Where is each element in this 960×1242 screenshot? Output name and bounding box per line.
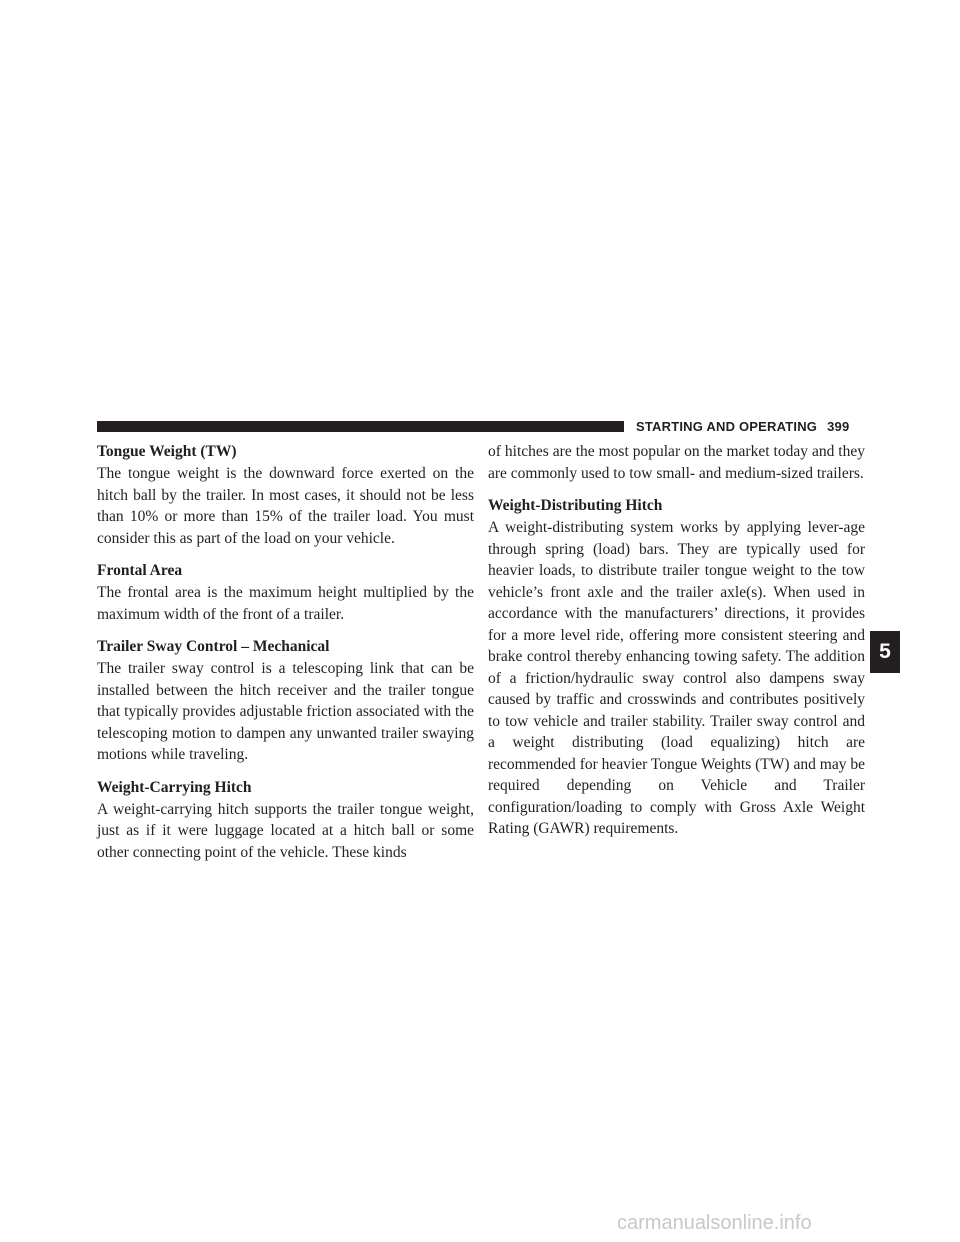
section-body: The trailer sway control is a telescoping link that can be installed between the hitch receiver and the trailer tongue that typically provides adjustable friction associated with the telescoping motion to dampen any unwanted trailer swaying motions while traveling. <box>97 660 474 763</box>
section-frontal-area <box>97 560 474 625</box>
section-heading: Frontal Area <box>97 562 183 579</box>
section-continuation <box>488 441 865 484</box>
section-body: A weight-distributing system works by applying lever-age through spring (load) bars. They are typically used for heavier loads, to distribute trailer tongue weight to the tow vehicle’s front axle and the trailer axle(s). When used in accordance with the manufacturers’ directions, it provides for a more level ride, offering more consistent steering and brake control thereby enhancing towing safety. The addition of a friction/hydraulic sway control also dampens sway caused by traffic and crosswinds and contributes positively to tow vehicle and trailer stability. Trailer sway control and a weight distributing (load equalizing) hitch are recommended for heavier Tongue Weights (TW) and may be required depending on Vehicle and Trailer configuration/loading to comply with Gross Axle Weight Rating (GAWR) requirements. <box>488 519 865 837</box>
section-weight-distributing-hitch <box>488 495 865 840</box>
section-heading: Trailer Sway Control – Mechanical <box>97 638 330 655</box>
chapter-tab: 5 <box>870 631 900 673</box>
section-heading: Weight-Carrying Hitch <box>97 778 252 796</box>
right-column <box>488 441 865 851</box>
watermark-text: carmanualsonline.info <box>617 1212 812 1234</box>
section-tongue-weight <box>97 441 474 549</box>
section-body: The tongue weight is the downward force exerted on the hitch ball by the trailer. In most cases, it should not be less than 10% or more than 15% of the trailer load. You must consider this as part of the load on your vehicle. <box>97 465 474 547</box>
section-trailer-sway-control <box>97 636 474 766</box>
section-title: STARTING AND OPERATING <box>636 419 818 434</box>
page-number: 399 <box>827 419 850 434</box>
section-body: The frontal area is the maximum height multiplied by the maximum width of the front of a trailer. <box>97 584 474 623</box>
section-heading: Tongue Weight (TW) <box>97 443 237 460</box>
continued-paragraph: of hitches are the most popular on the market today and they are commonly used to tow small- and medium-sized trailers. <box>488 443 865 482</box>
section-body: A weight-carrying hitch supports the trailer tongue weight, just as if it were luggage located at a hitch ball or some other connecting point of the vehicle. These kinds <box>97 800 474 861</box>
section-heading: Weight-Distributing Hitch <box>488 497 663 514</box>
left-column <box>97 441 474 874</box>
running-header <box>636 418 866 436</box>
header-rule <box>97 421 624 432</box>
section-weight-carrying-hitch <box>97 777 474 864</box>
